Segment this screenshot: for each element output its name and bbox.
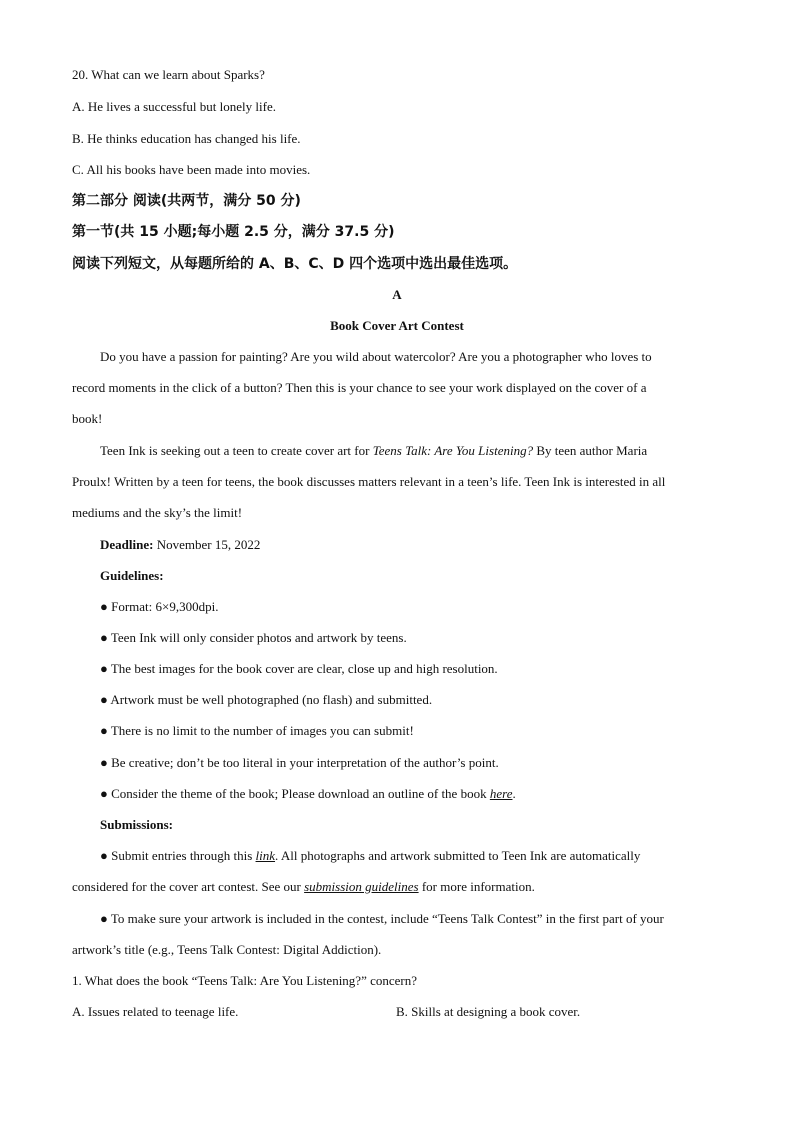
paragraph-1-line-2: record moments in the click of a button? Then this is your chance to see your work displayed on the cover of a	[72, 380, 647, 395]
passage-letter: A	[392, 287, 402, 302]
submission-guidelines-link[interactable]: submission guidelines	[304, 879, 419, 894]
paragraph-2-line-1	[100, 441, 750, 461]
question-1-stem: 1. What does the book “Teens Talk: Are You Listening?” concern?	[72, 973, 418, 988]
guideline-item: ● Be creative; don’t be too literal in your interpretation of the author’s point.	[100, 755, 499, 770]
paragraph-2-text: By teen author Maria	[533, 443, 648, 458]
submission-text: ● Submit entries through this	[100, 848, 256, 863]
book-title: Teens Talk: Are You Listening?	[372, 443, 534, 458]
deadline-label: Deadline:	[100, 537, 154, 552]
question-20-option-c: C. All his books have been made into movies.	[72, 162, 311, 177]
guideline-item: ● Format: 6×9,300dpi.	[100, 599, 219, 614]
guideline-item: ● Artwork must be well photographed (no flash) and submitted.	[100, 692, 433, 707]
question-20-option-a: A. He lives a successful but lonely life.	[72, 99, 276, 114]
question-1-option-a: A. Issues related to teenage life.	[72, 1004, 239, 1019]
question-20-stem: 20. What can we learn about Sparks?	[72, 67, 265, 82]
submission-item-2-line-2: artwork’s title (e.g., Teens Talk Contest: Digital Addiction).	[72, 942, 382, 957]
guideline-text: .	[512, 786, 516, 801]
guidelines-label: Guidelines:	[100, 568, 164, 583]
submission-item-1-line-1	[100, 846, 750, 866]
submit-entries-link[interactable]: link	[255, 848, 276, 863]
submission-text: . All photographs and artwork submitted to Teen Ink are automatically	[275, 848, 641, 863]
paragraph-1-line-1: Do you have a passion for painting? Are you wild about watercolor? Are you a photographer who loves to	[100, 349, 652, 364]
outline-download-link[interactable]: here	[489, 786, 513, 801]
paragraph-2-text: Teen Ink is seeking out a teen to create cover art for	[100, 443, 373, 458]
submission-text: for more information.	[418, 879, 535, 894]
guideline-text: ● Consider the theme of the book; Please download an outline of the book	[100, 786, 490, 801]
guideline-item: ● The best images for the book cover are clear, close up and high resolution.	[100, 661, 498, 676]
deadline-value: November 15, 2022	[153, 537, 261, 552]
submission-item-2-line-1: ● To make sure your artwork is included in the contest, include “Teens Talk Contest” in the first part of your	[100, 911, 664, 926]
passage-title: Book Cover Art Contest	[330, 318, 464, 333]
deadline-line	[100, 535, 750, 555]
paragraph-2-line-3: mediums and the sky’s the limit!	[72, 505, 243, 520]
submission-item-1-line-2	[72, 877, 722, 897]
question-20-option-b: B. He thinks education has changed his life.	[72, 131, 301, 146]
paragraph-2-line-2: Proulx! Written by a teen for teens, the book discusses matters relevant in a teen’s life. Teen Ink is interested in all	[72, 474, 666, 489]
guideline-item: ● There is no limit to the number of images you can submit!	[100, 723, 414, 738]
paragraph-1-line-3: book!	[72, 411, 103, 426]
submissions-label: Submissions:	[100, 817, 173, 832]
section-instruction: 阅读下列短文，从每题所给的 A、B、C、D 四个选项中选出最佳选项。	[72, 256, 518, 272]
guideline-item: ● Teen Ink will only consider photos and artwork by teens.	[100, 630, 407, 645]
guideline-item	[100, 784, 750, 804]
submission-text: considered for the cover art contest. See our	[72, 879, 305, 894]
question-1-option-b: B. Skills at designing a book cover.	[396, 1004, 581, 1019]
section-heading-sec1: 第一节(共 15 小题;每小题 2.5 分，满分 37.5 分)	[72, 224, 395, 240]
section-heading-part2: 第二部分 阅读(共两节，满分 50 分)	[72, 193, 301, 209]
